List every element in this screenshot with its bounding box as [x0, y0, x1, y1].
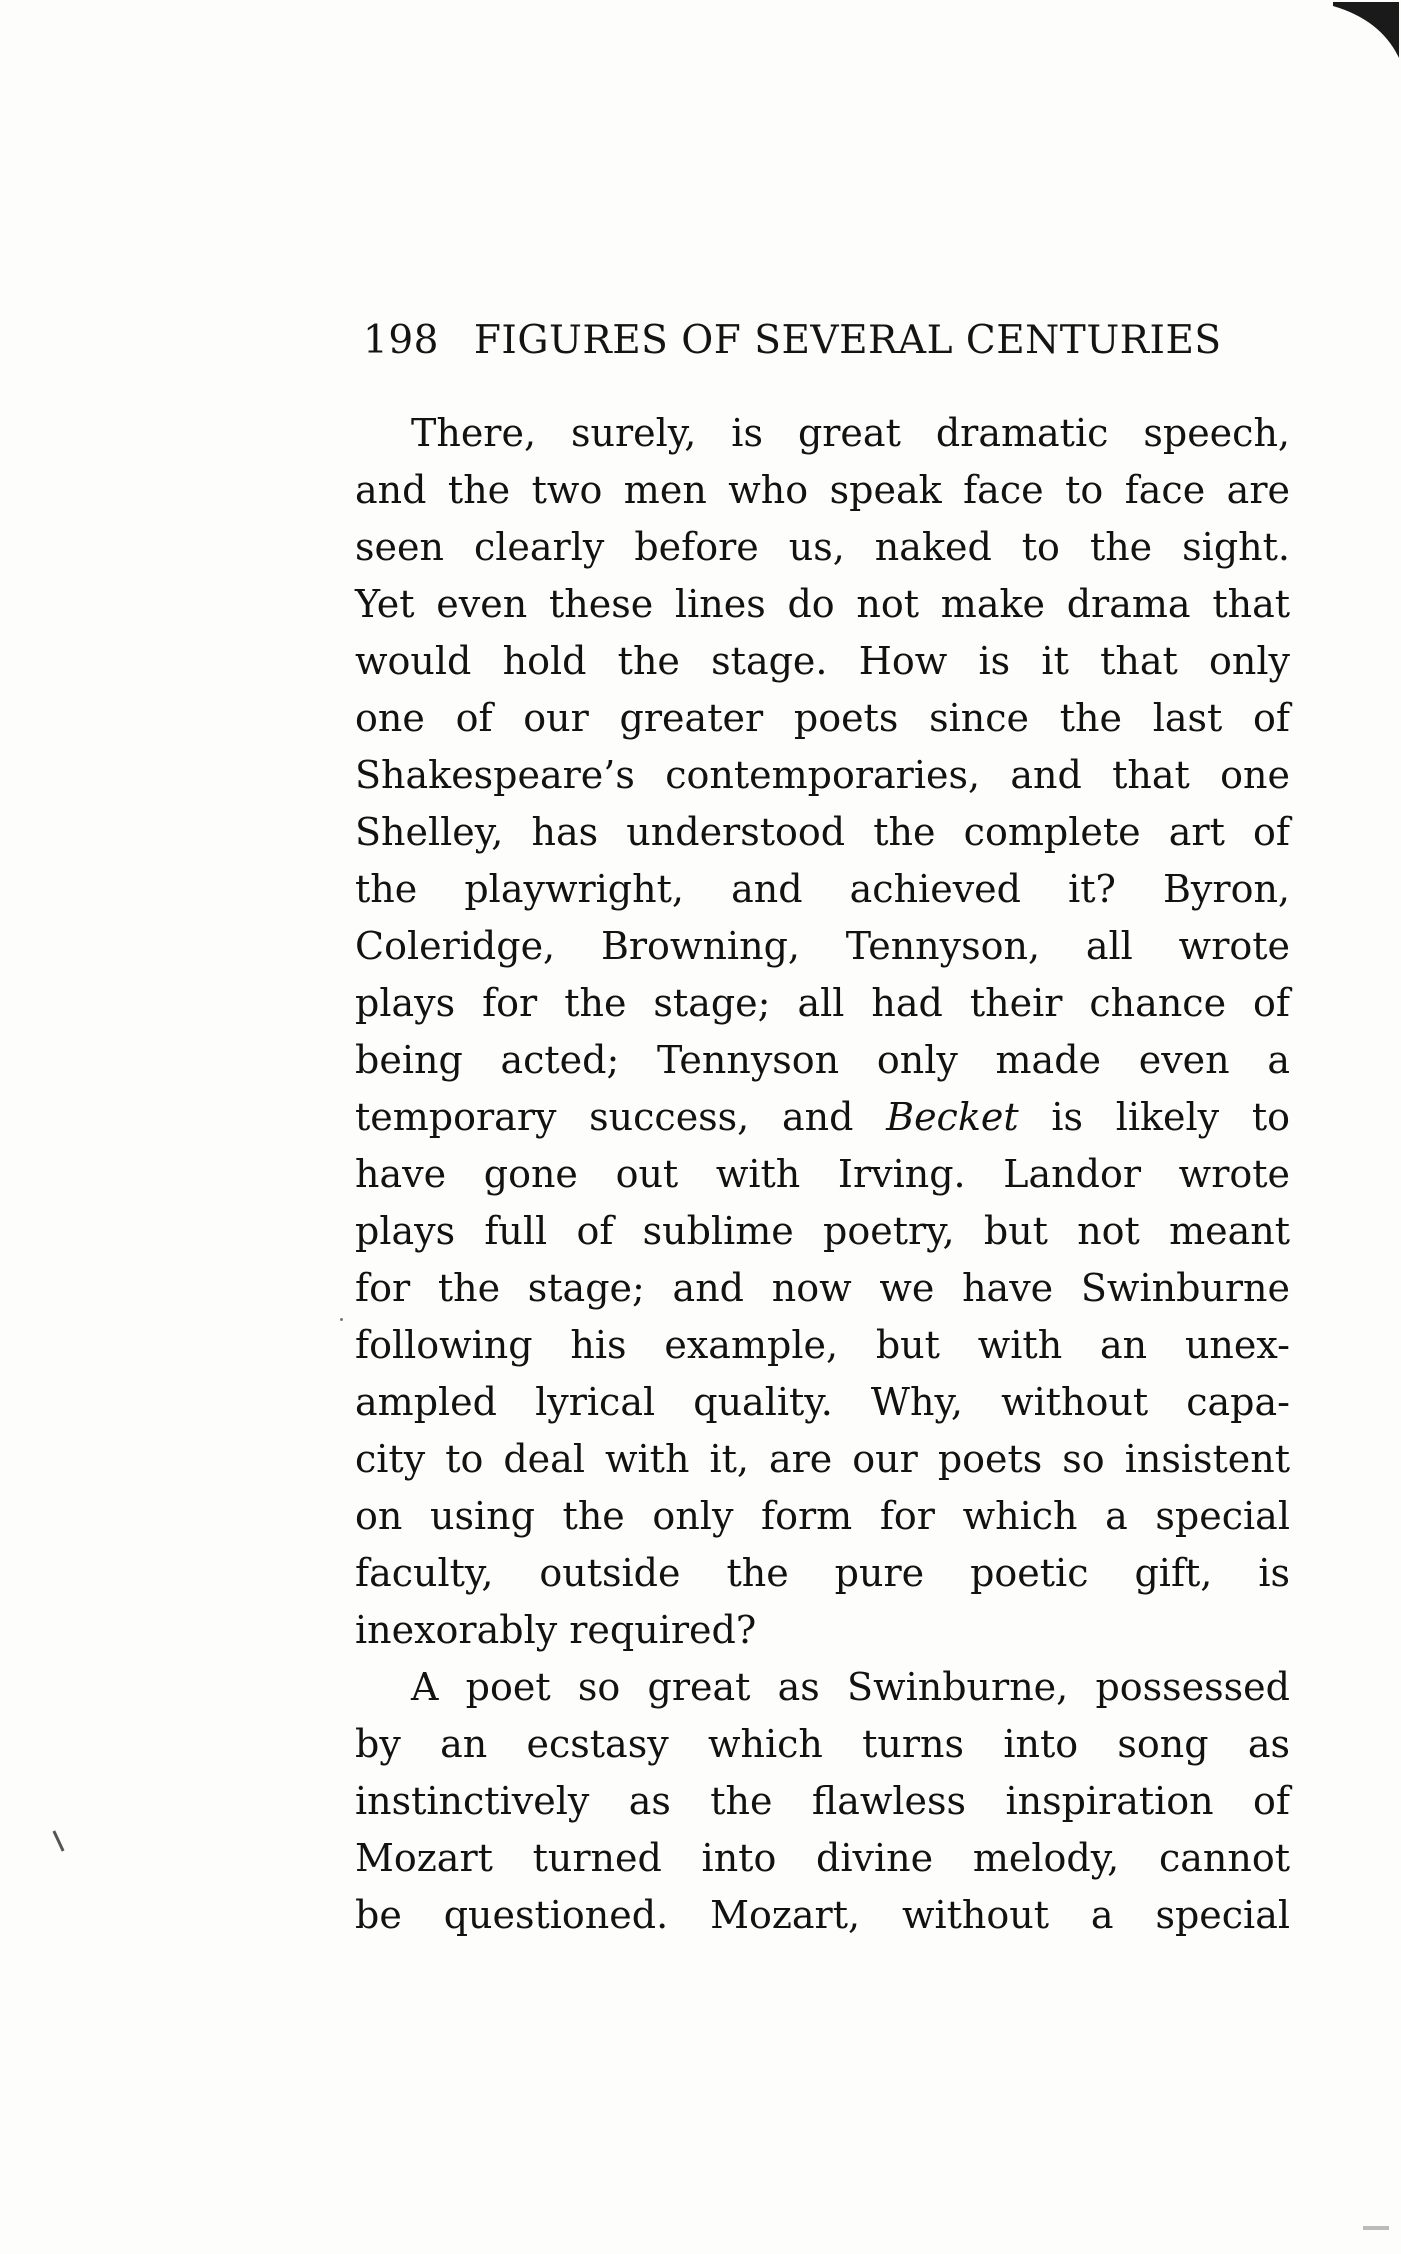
text-line: following his example, but with an unex-: [355, 1323, 1290, 1367]
text-line: There, surely, is great dramatic speech,: [411, 411, 1290, 455]
text-line: on using the only form for which a special: [355, 1494, 1290, 1538]
text-line: [355, 1089, 1290, 1146]
text-line: inexorably required?: [355, 1608, 757, 1652]
text-line: plays for the stage; all had their chance of: [355, 981, 1290, 1025]
text-line: would hold the stage. How is it that only: [355, 639, 1290, 683]
text-line: one of our greater poets since the last of: [355, 696, 1290, 740]
text-segment: is likely to: [1051, 1095, 1290, 1139]
text-line: ampled lyrical quality. Why, without capa-: [355, 1380, 1290, 1424]
body-text: [355, 405, 1290, 1944]
text-line: have gone out with Irving. Landor wrote: [355, 1152, 1290, 1196]
text-line: plays full of sublime poetry, but not meant: [355, 1209, 1290, 1253]
text-line: seen clearly before us, naked to the sight.: [355, 525, 1290, 569]
text-line: be questioned. Mozart, without a special: [355, 1893, 1290, 1937]
page-corner-mark: [1331, 0, 1401, 60]
text-line: Shakespeare’s contemporaries, and that one: [355, 753, 1290, 797]
text-line: Shelley, has understood the complete art of: [355, 810, 1290, 854]
text-line: and the two men who speak face to face are: [355, 468, 1290, 512]
text-line: city to deal with it, are our poets so insistent: [355, 1437, 1290, 1481]
text-line: Mozart turned into divine melody, cannot: [355, 1836, 1290, 1880]
text-line: Yet even these lines do not make drama that: [355, 582, 1290, 626]
text-line: faculty, outside the pure poetic gift, is: [355, 1551, 1290, 1595]
text-line: being acted; Tennyson only made even a: [355, 1038, 1290, 1082]
scan-speck: [340, 1318, 343, 1321]
italic-title: Becket: [886, 1095, 1019, 1139]
text-line: by an ecstasy which turns into song as: [355, 1722, 1290, 1766]
text-line: Coleridge, Browning, Tennyson, all wrote: [355, 924, 1290, 968]
page-number: 198: [363, 318, 439, 363]
text-line: A poet so great as Swinburne, possessed: [411, 1665, 1290, 1709]
text-segment: temporary success, and: [355, 1095, 854, 1139]
text-line: the playwright, and achieved it? Byron,: [355, 867, 1290, 911]
scan-mark: [52, 1830, 64, 1851]
running-header: [363, 318, 1263, 363]
text-line: instinctively as the flawless inspiration of: [355, 1779, 1290, 1823]
running-title: FIGURES OF SEVERAL CENTURIES: [473, 318, 1222, 363]
text-line: for the stage; and now we have Swinburne: [355, 1266, 1290, 1310]
scan-speck: [1363, 2226, 1389, 2230]
